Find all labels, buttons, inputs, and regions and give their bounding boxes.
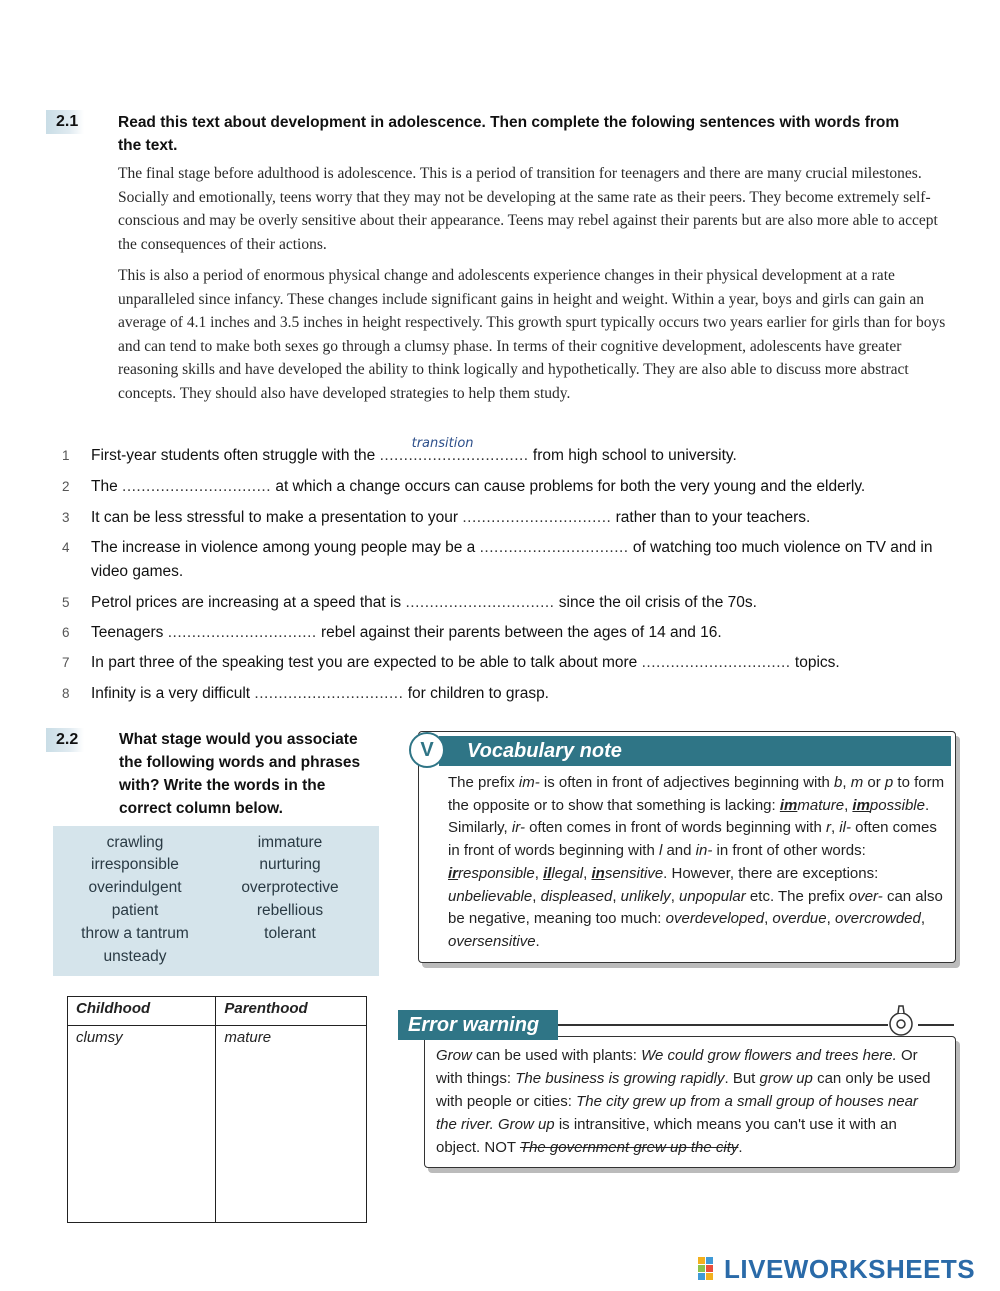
childhood-example: clumsy xyxy=(76,1029,123,1046)
question-text-before: Infinity is a very difficult xyxy=(91,685,255,702)
logo-mark-icon xyxy=(698,1257,722,1281)
question-number: 6 xyxy=(62,625,70,640)
answer-blank[interactable] xyxy=(379,436,529,468)
question-number: 2 xyxy=(62,479,70,494)
question-text-before: In part three of the speaking test you are expected to be able to talk about more xyxy=(91,654,642,671)
blank-dots: ............................... xyxy=(254,685,404,702)
blank-dots: ............................... xyxy=(479,539,629,556)
childhood-drop-zone[interactable] xyxy=(68,1026,216,1223)
column-header-parenthood: Parenthood xyxy=(216,997,367,1026)
question-number: 5 xyxy=(62,595,70,610)
word-item[interactable]: overprotective xyxy=(241,879,339,896)
answer-blank[interactable] xyxy=(405,591,554,615)
answer-blank[interactable] xyxy=(462,506,611,530)
word-item[interactable]: unsteady xyxy=(103,948,167,965)
exercise-2-1-instruction: Read this text about development in adolescence. Then complete the folowing sentences with words from the text. xyxy=(118,114,900,154)
question-number: 1 xyxy=(62,448,70,463)
question-text-before: First-year students often struggle with the xyxy=(91,447,380,464)
answer-blank[interactable] xyxy=(122,475,271,499)
question-text-before: It can be less stressful to make a presentation to your xyxy=(91,509,463,526)
question-text xyxy=(91,475,951,499)
question-text-before: Teenagers xyxy=(91,624,168,641)
question-text-after: rebel against their parents between the ages of 14 and 16. xyxy=(316,624,722,641)
question-text-after: since the oil crisis of the 70s. xyxy=(554,594,757,611)
question-text-after: rather than to your teachers. xyxy=(611,509,811,526)
question-number: 4 xyxy=(62,540,70,555)
handwritten-answer: transition xyxy=(411,436,474,451)
question-number: 8 xyxy=(62,686,70,701)
error-warning-rule xyxy=(918,1024,954,1026)
word-item[interactable]: patient xyxy=(111,902,159,919)
word-item[interactable]: nurturing xyxy=(259,856,321,873)
blank-dots: ............................... xyxy=(379,447,529,464)
exercise-2-2-instruction: What stage would you associate the following words and phrases with? Write the words in the correct column below. xyxy=(119,731,361,817)
exercise-number-2-1: 2.1 xyxy=(46,110,84,134)
error-warning-icon xyxy=(886,1004,916,1038)
word-item[interactable]: immature xyxy=(257,834,323,851)
question-text-after: at which a change occurs can cause problems for both the very young and the elderly. xyxy=(271,478,866,495)
word-item[interactable]: rebellious xyxy=(256,902,324,919)
vocabulary-note-text: The prefix im- is often in front of adjectives beginning with b, m or p to form the opposite or to show that something is lacking: immature, impossible. Similarly, ir- often comes in front of words beginning with r, il- often comes in front of words beginning with l and in- in front of other words: irresponsible, illegal, insensitive. However, there are exceptions: unbelievable, displeased, unlikely, unpopular etc. The prefix over- can also be negative, meaning too much: overdeveloped, overdue, overcrowded, oversensitive. xyxy=(448,774,945,950)
exercise-number-2-2: 2.2 xyxy=(46,728,84,752)
question-text xyxy=(91,621,951,645)
question-text-after: topics. xyxy=(790,654,840,671)
vocabulary-note-box xyxy=(418,731,956,963)
blank-dots: ............................... xyxy=(405,594,555,611)
word-item[interactable]: overindulgent xyxy=(88,879,182,896)
parenthood-drop-zone[interactable] xyxy=(216,1026,367,1223)
question-text xyxy=(91,651,951,675)
error-warning-text: Grow can be used with plants: We could grow flowers and trees here. Or with things: The business is growing rapidly. But grow up can only be used with people or cities: The city grew up from a small group of houses near the river. Grow up is intransitive, which means you can't use it with an object. NOT The government grew up the city. xyxy=(436,1047,931,1156)
question-text-before: Petrol prices are increasing at a speed that is xyxy=(91,594,406,611)
word-box xyxy=(53,826,379,976)
question-text-after: of watching too much violence on TV and in video games. xyxy=(91,539,933,580)
question-text xyxy=(91,682,951,706)
logo-text: LIVEWORKSHEETS xyxy=(724,1253,976,1284)
parenthood-example: mature xyxy=(224,1029,272,1046)
stage-columns-table xyxy=(67,996,367,1223)
question-text-after: for children to grasp. xyxy=(403,685,549,702)
answer-blank[interactable] xyxy=(480,536,629,560)
error-warning-title: Error warning xyxy=(398,1010,558,1040)
question-text-before: The xyxy=(91,478,123,495)
blank-dots: ............................... xyxy=(462,509,612,526)
column-header-childhood: Childhood xyxy=(68,997,216,1026)
answer-blank[interactable] xyxy=(168,621,317,645)
vocabulary-note-icon: V xyxy=(409,732,445,768)
error-warning-rule xyxy=(558,1024,888,1026)
reading-paragraph-1: The final stage before adulthood is adolescence. This is a period of transition for teenagers and there are many crucial milestones. Socially and emotionally, teens worry that they may not be developing at the same rate as their peers. They become extremely self-conscious and may be overly sensitive about their appearance. Teens may rebel against their parents but are also more able to accept the consequences of their actions. xyxy=(118,165,938,253)
word-item[interactable]: irresponsible xyxy=(91,856,179,873)
word-item[interactable]: tolerant xyxy=(264,925,316,942)
answer-blank[interactable] xyxy=(642,651,791,675)
question-text xyxy=(91,506,951,530)
answer-blank[interactable] xyxy=(254,682,403,706)
word-item[interactable]: throw a tantrum xyxy=(81,925,189,942)
blank-dots: ............................... xyxy=(641,654,791,671)
question-text-before: The increase in violence among young people may be a xyxy=(91,539,480,556)
liveworksheets-logo xyxy=(698,1254,975,1284)
blank-dots: ............................... xyxy=(122,478,272,495)
question-number: 7 xyxy=(62,655,70,670)
blank-dots: ............................... xyxy=(167,624,317,641)
question-number: 3 xyxy=(62,510,70,525)
reading-paragraph-2: This is also a period of enormous physical change and adolescents experience changes in their physical development at a rate unparalleled since infancy. These changes include significant gains in height and weight. Within a year, boys and girls can gain an average of 4.1 inches and 3.5 inches in height respectively. This growth spurt typically occurs two years earlier for girls than for boys and can tend to make both sexes go through a clumsy phase. In terms of their cognitive development, adolescents have greater reasoning skills and have developed the ability to think logically and hypothetically. They are also able to discuss more abstract concepts. They should also have developed strategies to help them study. xyxy=(118,267,946,402)
word-item[interactable]: crawling xyxy=(106,834,164,851)
question-text xyxy=(91,591,951,615)
question-text xyxy=(91,536,951,584)
vocabulary-note-title: Vocabulary note xyxy=(439,736,951,766)
question-text xyxy=(91,436,951,468)
question-text-after: from high school to university. xyxy=(528,447,737,464)
